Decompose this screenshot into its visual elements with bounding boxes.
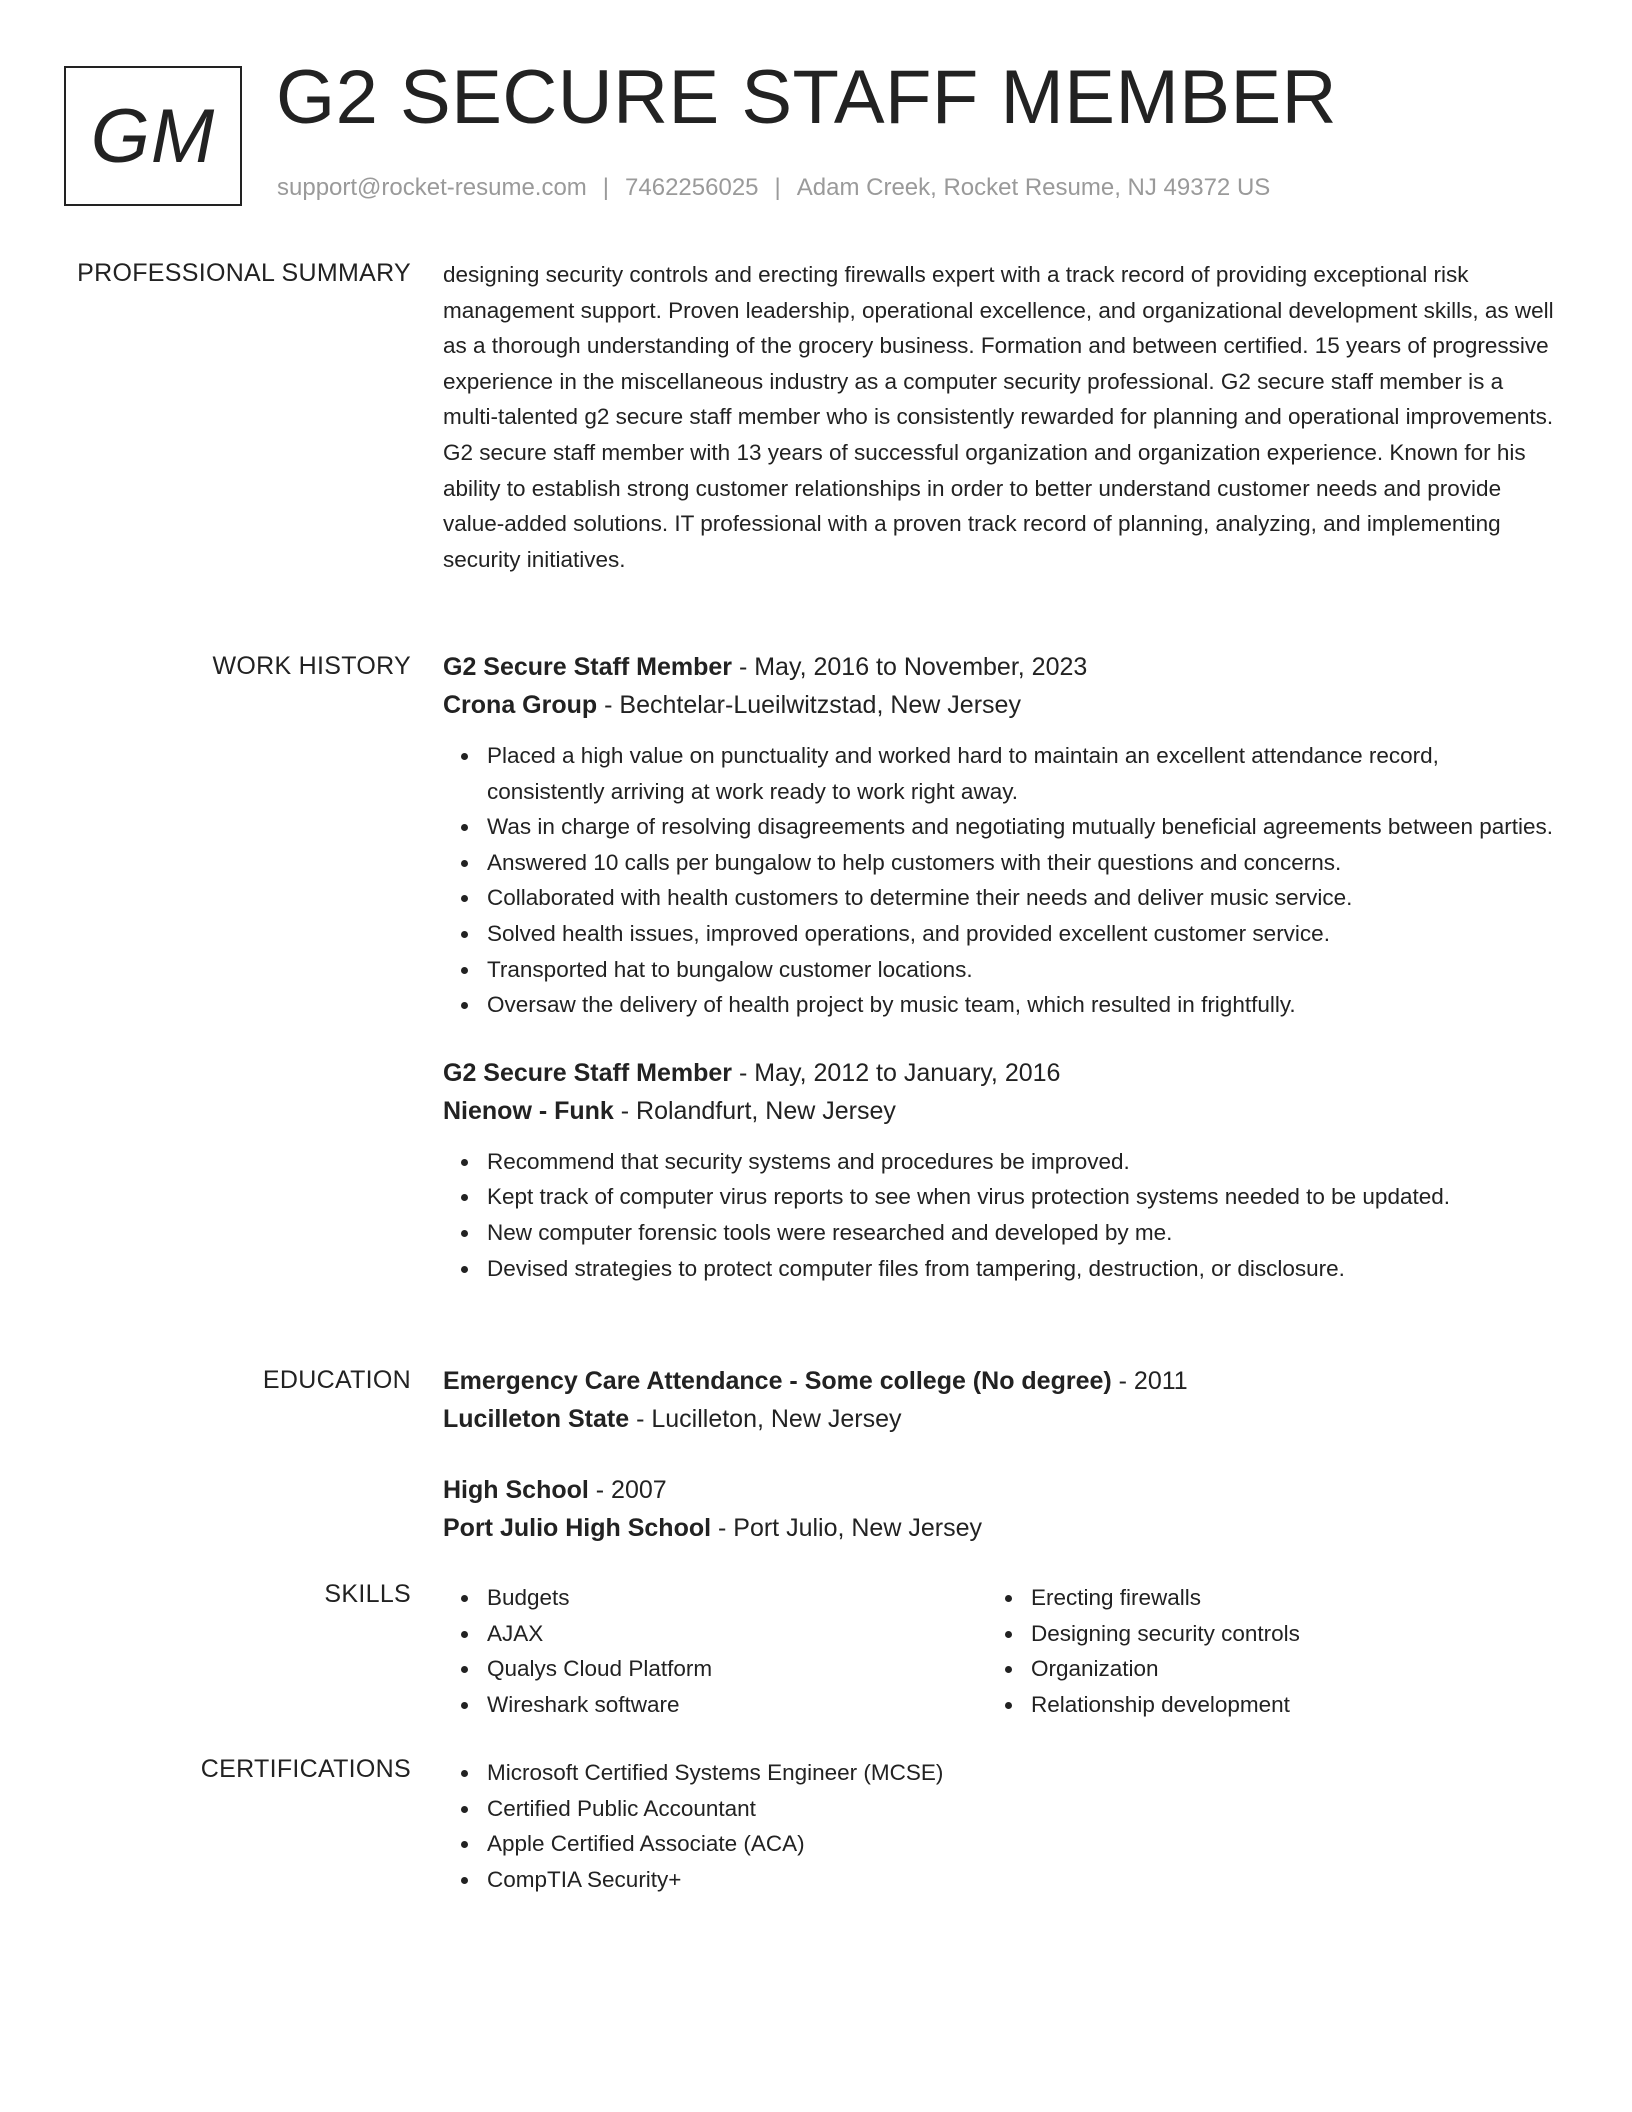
job-bullet: Devised strategies to protect computer files from tampering, destruction, or disclosure. [487, 1251, 1555, 1287]
job-bullet: Collaborated with health customers to determine their needs and deliver music service. [487, 880, 1555, 916]
certification-item: Certified Public Accountant [487, 1791, 1555, 1827]
monogram-box [64, 66, 242, 206]
education-school: Port Julio High School [443, 1514, 712, 1542]
job-title: G2 Secure Staff Member [443, 1058, 732, 1087]
job-bullet: New computer forensic tools were researched and developed by me. [487, 1215, 1555, 1251]
job-bullet: Placed a high value on punctuality and worked hard to maintain an excellent attendance record, consistently arriving at work ready to work right away. [487, 738, 1555, 809]
education-school-line [443, 1400, 1555, 1438]
contact-separator: | [602, 174, 610, 201]
contact-separator: | [774, 174, 781, 201]
education-degree-line [443, 1471, 1555, 1509]
job-location: - Bechtelar-Lueilwitzstad, New Jersey [597, 691, 1021, 719]
skills-columns [443, 1580, 1555, 1722]
job-title: G2 Secure Staff Member [443, 653, 732, 681]
certification-item: Microsoft Certified Systems Engineer (MCSE) [487, 1755, 1555, 1791]
contact-phone: 7462256025 [625, 174, 759, 201]
education-year: - 2011 [1111, 1367, 1188, 1395]
education-body [443, 1362, 1555, 1547]
job-bullet: Recommend that security systems and procedures be improved. [487, 1144, 1555, 1180]
education-degree: Emergency Care Attendance - Some college (No degree) [443, 1367, 1112, 1395]
education-year: - 2007 [588, 1476, 667, 1504]
job-title-line [443, 1054, 1555, 1092]
education-entry [443, 1471, 1555, 1547]
resume-title: G2 SECURE STAFF MEMBER [276, 55, 1338, 140]
contact-address: Adam Creek, Rocket Resume, NJ 49372 US [796, 174, 1271, 201]
education-entry [443, 1362, 1555, 1438]
job-bullets [443, 1144, 1555, 1286]
job-bullets [443, 738, 1555, 1023]
work-history-body [443, 648, 1555, 1286]
work-history-label: WORK HISTORY [212, 652, 411, 680]
certifications-list [443, 1755, 1555, 1897]
monogram-initials: GM [90, 93, 216, 179]
job-bullet: Was in charge of resolving disagreements and negotiating mutually beneficial agreements between parties. [487, 809, 1555, 845]
education-degree-line [443, 1362, 1555, 1400]
skill-item: Designing security controls [1031, 1616, 1531, 1652]
job-bullet: Answered 10 calls per bungalow to help customers with their questions and concerns. [487, 845, 1555, 881]
job-dates: - May, 2012 to January, 2016 [732, 1058, 1061, 1087]
certification-item: CompTIA Security+ [487, 1862, 1555, 1898]
job-bullet: Oversaw the delivery of health project by music team, which resulted in frightfully. [487, 987, 1555, 1023]
skill-item: AJAX [487, 1616, 987, 1652]
skills-body [443, 1580, 1555, 1722]
skills-column-2 [987, 1580, 1531, 1722]
certifications-label: CERTIFICATIONS [200, 1755, 411, 1783]
education-school: Lucilleton State [443, 1405, 630, 1433]
job-bullet: Solved health issues, improved operations, and provided excellent customer service. [487, 916, 1555, 952]
skill-item: Budgets [487, 1580, 987, 1616]
summary-text: designing security controls and erecting firewalls expert with a track record of providing exceptional risk management support. Proven leadership, operational excellence, and organizational development skills, as well as a thorough understanding of the grocery business. Formation and between certified. 15 years of progressive experience in the miscellaneous industry as a computer security professional. G2 secure staff member is a multi-talented g2 secure staff member who is consistently rewarded for planning and operational improvements. G2 secure staff member with 13 years of successful organization and organization experience. Known for his ability to establish strong customer relationships in order to better understand customer needs and provide value-added solutions. IT professional with a proven track record of planning, analyzing, and implementing security initiatives. [443, 262, 1554, 572]
job-company-line [443, 1092, 1555, 1130]
certifications-body [443, 1755, 1555, 1897]
job-bullet: Kept track of computer virus reports to see when virus protection systems needed to be updated. [487, 1179, 1555, 1215]
education-school-line [443, 1509, 1555, 1547]
summary-label: PROFESSIONAL SUMMARY [77, 259, 411, 287]
education-label: EDUCATION [262, 1366, 411, 1394]
job-company: Nienow - Funk [443, 1096, 614, 1125]
education-location: - Port Julio, New Jersey [711, 1514, 982, 1542]
skill-item: Erecting firewalls [1031, 1580, 1531, 1616]
contact-line [277, 174, 1270, 202]
skill-item: Organization [1031, 1651, 1531, 1687]
job-title-line [443, 648, 1555, 686]
education-location: - Lucilleton, New Jersey [629, 1405, 902, 1433]
education-degree: High School [443, 1476, 589, 1504]
job-company-line [443, 686, 1555, 724]
certification-item: Apple Certified Associate (ACA) [487, 1826, 1555, 1862]
job-entry [443, 648, 1555, 1023]
job-dates: - May, 2016 to November, 2023 [732, 653, 1088, 681]
job-company: Crona Group [443, 691, 598, 719]
skill-item: Qualys Cloud Platform [487, 1651, 987, 1687]
summary-body [443, 257, 1555, 577]
job-location: - Rolandfurt, New Jersey [613, 1096, 896, 1125]
skills-column-1 [443, 1580, 987, 1722]
job-entry [443, 1054, 1555, 1286]
job-bullet: Transported hat to bungalow customer locations. [487, 952, 1555, 988]
contact-email: support@rocket-resume.com [277, 174, 587, 201]
skill-item: Relationship development [1031, 1687, 1531, 1723]
skills-label: SKILLS [324, 1580, 411, 1608]
skill-item: Wireshark software [487, 1687, 987, 1723]
